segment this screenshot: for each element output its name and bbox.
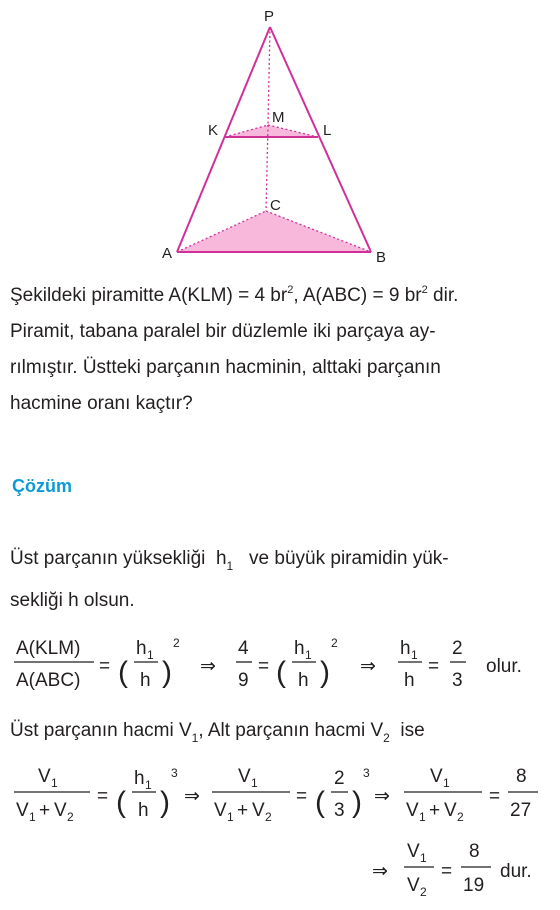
solution-heading: Çözüm (12, 476, 72, 496)
svg-text:V: V (38, 766, 51, 787)
vertex-label-p: P (264, 8, 275, 25)
svg-text:h: h (136, 638, 147, 659)
svg-text:h: h (404, 670, 415, 691)
svg-text:V: V (430, 766, 443, 787)
svg-text:1: 1 (443, 776, 450, 790)
svg-text:3: 3 (452, 670, 463, 691)
svg-text:1: 1 (51, 776, 58, 790)
svg-text:2: 2 (334, 768, 345, 789)
svg-text:⇒: ⇒ (374, 786, 390, 807)
svg-text:1: 1 (305, 648, 312, 662)
svg-text:+: + (429, 800, 441, 821)
vertex-label-c: C (270, 197, 281, 214)
svg-text:(: ( (315, 786, 325, 819)
svg-text:+: + (237, 800, 249, 821)
svg-text:4: 4 (238, 638, 249, 659)
svg-text:=: = (258, 656, 270, 677)
svg-text:2: 2 (265, 810, 272, 824)
svg-text:): ) (162, 656, 172, 689)
svg-text:2: 2 (67, 810, 74, 824)
svg-text:V: V (214, 800, 227, 821)
vertex-label-b: B (376, 249, 387, 266)
svg-text:V: V (252, 800, 265, 821)
svg-text:1: 1 (147, 648, 154, 662)
svg-text:⇒: ⇒ (372, 861, 388, 882)
svg-text:h: h (140, 670, 151, 691)
svg-text:olur.: olur. (486, 656, 522, 677)
svg-text:V: V (407, 875, 420, 896)
svg-text:1: 1 (420, 851, 427, 865)
svg-text:V: V (444, 800, 457, 821)
svg-text:1: 1 (145, 778, 152, 792)
solution-intro-line-2: sekliği h olsun. (10, 590, 135, 611)
svg-text:2: 2 (420, 885, 427, 899)
svg-text:h: h (138, 800, 149, 821)
svg-text:=: = (97, 786, 109, 807)
volume-definition-line: Üst parçanın hacmi $V_1$, Alt parçanın hacmi $V_2$ ise (10, 720, 425, 745)
svg-text:h: h (298, 670, 309, 691)
svg-text:⇒: ⇒ (360, 656, 376, 677)
svg-text:V: V (16, 800, 29, 821)
equation-volume-ratio (0, 760, 560, 830)
vertex-label-a: A (162, 245, 173, 262)
problem-line-2: Piramit, tabana paralel bir düzlemle iki parçaya ay- (10, 321, 436, 342)
problem-text (10, 278, 543, 422)
vertex-label-m: M (272, 109, 285, 126)
svg-text:(: ( (276, 656, 286, 689)
svg-text:V: V (407, 841, 420, 862)
svg-text:8: 8 (516, 766, 527, 787)
svg-text:9: 9 (238, 670, 249, 691)
svg-text:=: = (296, 786, 308, 807)
svg-text:(: ( (116, 786, 126, 819)
svg-text:2: 2 (452, 638, 463, 659)
svg-text:1: 1 (411, 648, 418, 662)
svg-text:1: 1 (419, 810, 426, 824)
svg-text:1: 1 (251, 776, 258, 790)
svg-text:1: 1 (29, 810, 36, 824)
svg-text:=: = (489, 786, 501, 807)
pyramid-figure (0, 0, 560, 270)
svg-text:(: ( (118, 656, 128, 689)
vertex-label-k: K (208, 122, 219, 139)
svg-text:=: = (428, 656, 440, 677)
svg-text:3: 3 (171, 766, 178, 780)
svg-text:A(ABC): A(ABC) (16, 670, 81, 691)
problem-line-4: hacmine oranı kaçtır? (10, 393, 193, 414)
base-face-abc (177, 211, 371, 252)
equation-final-ratio (0, 835, 560, 905)
svg-text:+: + (39, 800, 51, 821)
svg-text:2: 2 (173, 636, 180, 650)
svg-text:2: 2 (331, 636, 338, 650)
svg-text:A(KLM): A(KLM) (16, 638, 81, 659)
svg-text:h: h (400, 638, 411, 659)
svg-text:h: h (294, 638, 305, 659)
svg-text:1: 1 (227, 810, 234, 824)
svg-text:V: V (406, 800, 419, 821)
svg-text:27: 27 (510, 800, 532, 821)
svg-text:=: = (99, 656, 111, 677)
svg-text:3: 3 (334, 800, 345, 821)
svg-text:V: V (238, 766, 251, 787)
equation-area-ratio (0, 630, 560, 700)
svg-text:h: h (134, 768, 145, 789)
svg-text:⇒: ⇒ (184, 786, 200, 807)
problem-line-3: rılmıştır. Üstteki parçanın hacminin, alttaki parçanın (10, 357, 441, 378)
problem-line-1: Şekildeki piramitte A(KLM) = 4 $br^2$, A(ABC) = 9 $br^2$ dir. (10, 284, 459, 306)
svg-text:): ) (320, 656, 330, 689)
svg-text:V: V (54, 800, 67, 821)
solution-intro-line-1: Üst parçanın yüksekliği $h_1$ ve büyük piramidin yük- (10, 548, 449, 573)
svg-text:): ) (352, 786, 362, 819)
svg-text:8: 8 (469, 841, 480, 862)
svg-text:): ) (160, 786, 170, 819)
section-face-klm (225, 125, 318, 137)
svg-text:⇒: ⇒ (200, 656, 216, 677)
svg-text:19: 19 (463, 875, 485, 896)
svg-text:dur.: dur. (500, 861, 532, 882)
svg-text:3: 3 (363, 766, 370, 780)
svg-text:2: 2 (457, 810, 464, 824)
vertex-label-l: L (323, 122, 332, 139)
svg-text:=: = (441, 861, 453, 882)
